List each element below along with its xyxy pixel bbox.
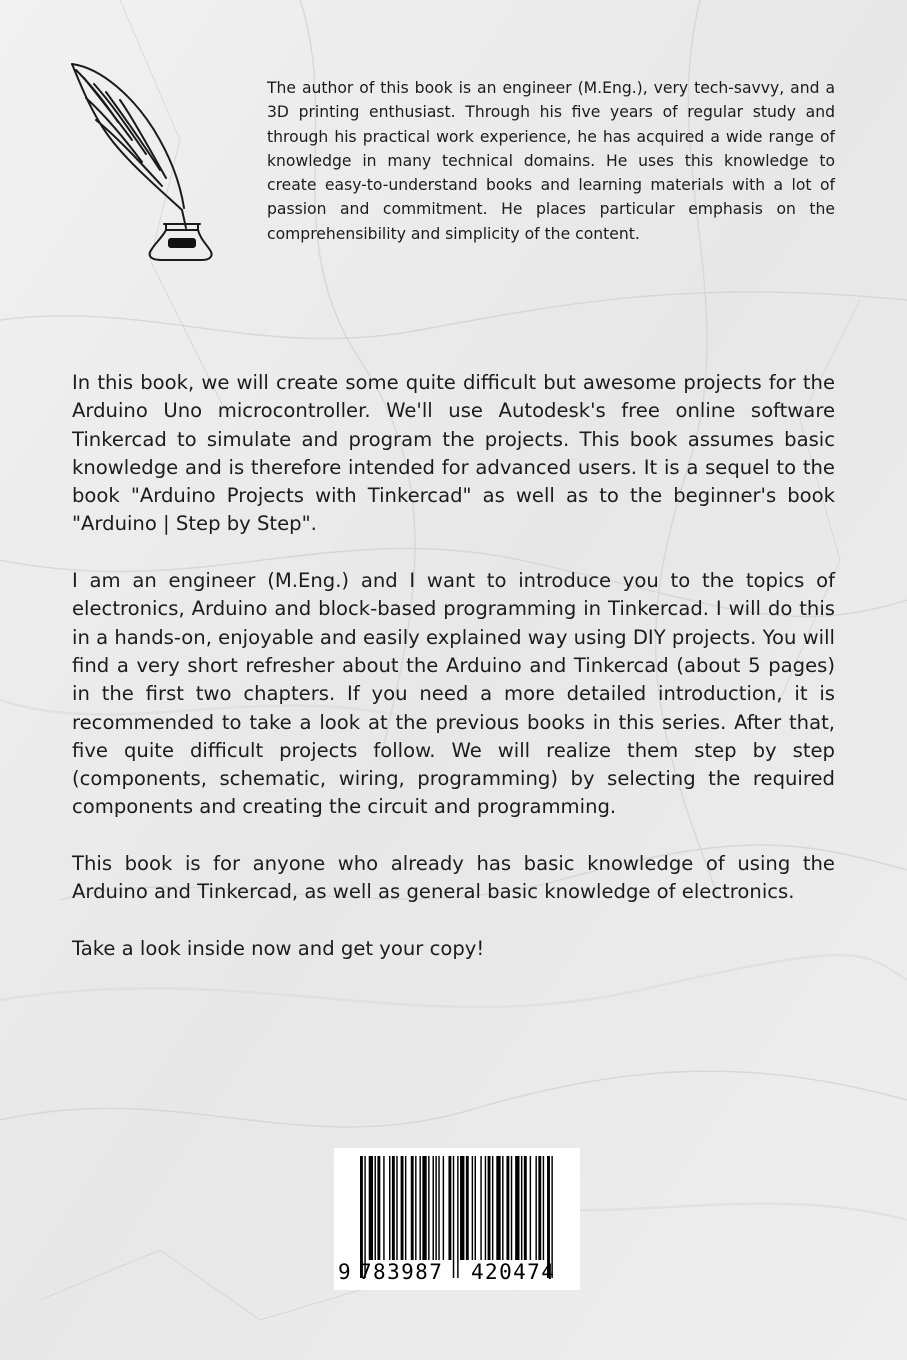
- barcode-bar: [438, 1156, 439, 1260]
- barcode-bar: [433, 1156, 434, 1260]
- barcode-bar: [453, 1156, 454, 1278]
- barcode-bar: [535, 1156, 536, 1260]
- barcode-bar: [457, 1156, 458, 1278]
- barcode-bar: [475, 1156, 476, 1260]
- barcode-bar: [448, 1156, 451, 1260]
- barcode-bar: [502, 1156, 503, 1260]
- barcode-bar: [396, 1156, 397, 1260]
- barcode-bar: [411, 1156, 414, 1260]
- description-paragraph-4: Take a look inside now and get your copy!: [72, 936, 485, 960]
- barcode-bar: [375, 1156, 376, 1260]
- barcode-bar: [383, 1156, 384, 1260]
- barcode-bar: [389, 1156, 390, 1260]
- barcode-bar: [524, 1156, 527, 1260]
- barcode-bar: [472, 1156, 473, 1260]
- barcode-bar: [485, 1156, 486, 1260]
- barcode-bar: [401, 1156, 404, 1260]
- barcode-bar: [511, 1156, 512, 1260]
- author-bio: The author of this book is an engineer (M.Eng.), very tech-savvy, and a 3D printing enthusiast. Through his five years of regular study and through his practical work experience, he has acquired a wide range of knowledge in many technical domains. He uses this knowledge to create easy-to-understand books and learning materials with a lot of passion and commitment. He places particular emphasis on the comprehensibility and simplicity of the content.: [267, 79, 835, 243]
- barcode-bar: [480, 1156, 481, 1260]
- barcode-bar: [543, 1156, 544, 1260]
- barcode-right-digits: 420474: [471, 1260, 556, 1284]
- description-paragraph-1: In this book, we will create some quite difficult but awesome projects for the Arduino Uno microcontroller. We'll use Autodesk's free online software Tinkercad to simulate and program the projects. This book assumes basic knowledge and is therefore intended for advanced users. It is a sequel to the book "Arduino Projects with Tinkercad" as well as to the beginner's book "Arduino | Step by Step".: [72, 371, 835, 536]
- barcode-bar: [405, 1156, 406, 1260]
- barcode-bar: [530, 1156, 531, 1260]
- barcode-left-digits: 783987: [359, 1260, 444, 1284]
- barcode-bar: [460, 1156, 464, 1260]
- barcode-bar: [488, 1156, 491, 1260]
- barcode-bar: [422, 1156, 426, 1260]
- barcode-bar: [492, 1156, 493, 1260]
- barcode-bar: [428, 1156, 429, 1260]
- barcode-bar: [521, 1156, 522, 1260]
- barcode-bar: [515, 1156, 519, 1260]
- isbn-barcode: [334, 1148, 580, 1290]
- barcode-bar: [369, 1156, 373, 1260]
- barcode-bar: [538, 1156, 541, 1260]
- barcode-bar: [443, 1156, 444, 1260]
- barcode-bar: [415, 1156, 416, 1260]
- description-paragraph-2: I am an engineer (M.Eng.) and I want to introduce you to the topics of electronics, Arduino and block-based programming in Tinkercad. I will do this in a hands-on, enjoyable and easily explained way using DIY projects. You will find a very short refresher about the Arduino and Tinkercad (about 5 pages) in the first two chapters. If you need a more detailed introduction, it is recommended to take a look at the previous books in this series. After that, five quite difficult projects follow. We will realize them step by step (components, schematic, wiring, programming) by selecting the required components and creating the circuit and programming.: [72, 569, 835, 819]
- barcode-bar: [496, 1156, 500, 1260]
- barcode-bar: [466, 1156, 469, 1260]
- description-paragraph-3: This book is for anyone who already has basic knowledge of using the Arduino and Tinkercad, as well as general basic knowledge of electronics.: [72, 852, 835, 904]
- barcode-bar: [506, 1156, 509, 1260]
- quill-inkwell-icon: [62, 58, 222, 268]
- book-description: [72, 369, 835, 992]
- barcode-bar: [419, 1156, 420, 1260]
- barcode-lead-digit: 9: [338, 1260, 353, 1284]
- barcode-bar: [377, 1156, 380, 1260]
- barcode-bar: [392, 1156, 395, 1260]
- barcode-bar: [435, 1156, 436, 1260]
